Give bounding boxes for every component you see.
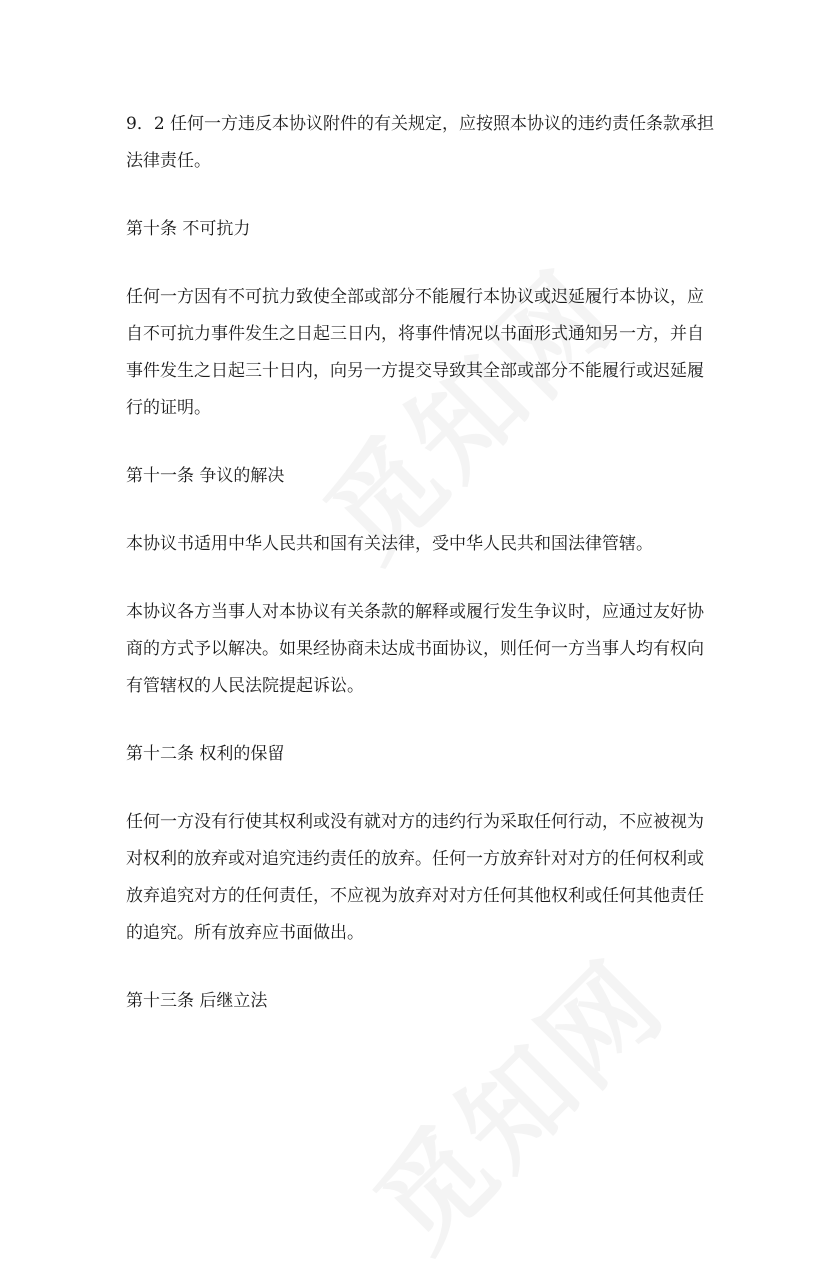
section-heading-11	[126, 458, 706, 495]
section-heading-10	[126, 211, 706, 248]
section-heading-13	[126, 983, 706, 1020]
text-line: 放弃追究对方的任何责任，不应视为放弃对对方任何其他权利或任何其他责任	[126, 886, 704, 906]
paragraph-governing-law	[126, 526, 706, 563]
paragraph-dispute	[126, 594, 706, 705]
text-line: 本协议书适用中华人民共和国有关法律，受中华人民共和国法律管辖。	[126, 534, 653, 554]
document-body	[126, 106, 715, 1051]
text-line: 9．2 任何一方违反本协议附件的有关规定，应按照本协议的违约责任条款承担	[126, 114, 715, 134]
heading-text: 第十一条 争议的解决	[126, 466, 285, 486]
text-line: 任何一方因有不可抗力致使全部或部分不能履行本协议或迟延履行本协议，应	[126, 287, 704, 307]
paragraph-reservation-of-rights	[126, 804, 706, 952]
paragraph-force-majeure	[126, 279, 706, 427]
text-line: 对权利的放弃或对追究违约责任的放弃。任何一方放弃针对对方的任何权利或	[126, 849, 704, 869]
text-line: 有管辖权的人民法院提起诉讼。	[126, 676, 364, 696]
text-line: 商的方式予以解决。如果经协商未达成书面协议，则任何一方当事人均有权向	[126, 639, 704, 659]
text-line: 行的证明。	[126, 398, 211, 418]
text-line: 自不可抗力事件发生之日起三日内，将事件情况以书面形式通知另一方，并自	[126, 324, 704, 344]
paragraph-9-2	[126, 106, 715, 180]
text-line: 法律责任。	[126, 151, 211, 171]
text-line: 本协议各方当事人对本协议有关条款的解释或履行发生争议时，应通过友好协	[126, 602, 704, 622]
heading-text: 第十二条 权利的保留	[126, 744, 285, 764]
text-line: 任何一方没有行使其权利或没有就对方的违约行为采取任何行动，不应被视为	[126, 812, 704, 832]
text-line: 的追究。所有放弃应书面做出。	[126, 923, 364, 943]
section-heading-12	[126, 736, 706, 773]
heading-text: 第十三条 后继立法	[126, 991, 268, 1011]
heading-text: 第十条 不可抗力	[126, 219, 251, 239]
text-line: 事件发生之日起三十日内，向另一方提交导致其全部或部分不能履行或迟延履	[126, 361, 704, 381]
